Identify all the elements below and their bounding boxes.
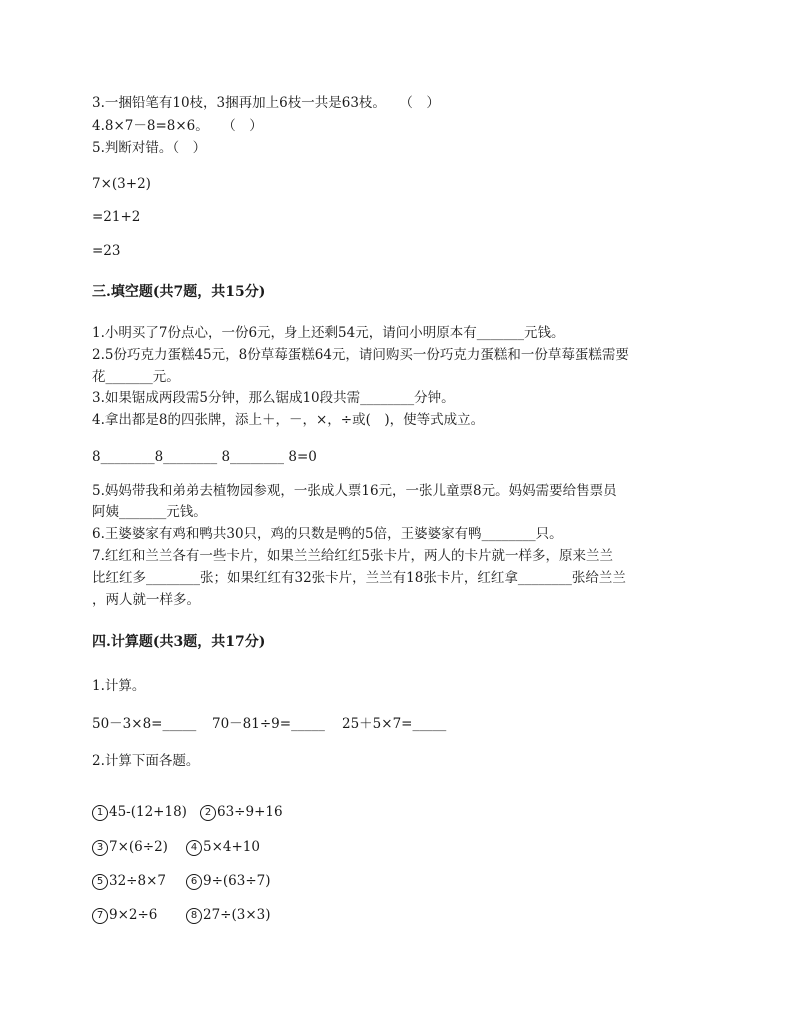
judge-q5: 5.判断对错。（ ） [92, 140, 207, 156]
calc-q2-row-1 [92, 803, 283, 821]
calc-q2-row-2 [92, 838, 260, 856]
circled-number: 7 [92, 908, 108, 924]
fill-q7-line-3: ，两人就一样多。 [92, 592, 200, 608]
calc-expression: 9×2÷6 [109, 907, 158, 923]
calc-q2-row-3 [92, 872, 271, 890]
fill-heading: 三.填空题(共7题，共15分) [92, 284, 266, 300]
fill-q7-line-1: 7.红红和兰兰各有一些卡片，如果兰兰给红红5张卡片，两人的卡片就一样多，原来兰兰 [92, 548, 613, 564]
circled-number: 3 [92, 840, 108, 856]
circled-number: 8 [186, 908, 202, 924]
fill-q5-line-1: 5.妈妈带我和弟弟去植物园参观，一张成人票16元，一张儿童票8元。妈妈需要给售票员 [92, 483, 617, 499]
calc-expression: 63÷9+16 [217, 804, 283, 820]
fill-q2-line-1: 2.5份巧克力蛋糕45元，8份草莓蛋糕64元，请问购买一份巧克力蛋糕和一份草莓蛋糕需要 [92, 347, 629, 363]
judge-q5-line-2: =21+2 [92, 209, 141, 225]
circled-number: 4 [186, 840, 202, 856]
fill-q5-line-2: 阿姨_______元钱。 [92, 504, 207, 520]
calc-item-3 [92, 838, 186, 856]
circled-number: 1 [92, 805, 108, 821]
fill-q2-line-2: 花_______元。 [92, 369, 180, 385]
calc-q1: 1.计算。 [92, 678, 146, 694]
fill-q1: 1.小明买了7份点心，一份6元，身上还剩54元，请问小明原本有_______元钱。 [92, 325, 565, 341]
judge-q5-line-1: 7×(3+2) [92, 176, 151, 192]
circled-number: 6 [186, 874, 202, 890]
fill-q6: 6.王婆婆家有鸡和鸭共30只，鸡的只数是鸭的5倍，王婆婆家有鸭________只。 [92, 526, 563, 542]
circled-number: 5 [92, 874, 108, 890]
calc-expression: 45-(12+18) [109, 804, 187, 820]
calc-expression: 32÷8×7 [109, 873, 166, 889]
calc-q1-item-1: 50－3×8=_____ [92, 716, 197, 732]
calc-item-4 [186, 838, 260, 856]
circled-number: 2 [200, 805, 216, 821]
judge-q3: 3.一捆铅笔有10枝，3捆再加上6枝一共是63枝。 （ ） [92, 95, 440, 111]
calc-item-6 [186, 872, 271, 890]
calc-item-5 [92, 872, 186, 890]
calc-item-7 [92, 906, 186, 924]
calc-item-2 [200, 803, 283, 821]
calc-q1-item-3: 25＋5×7=_____ [342, 716, 447, 732]
calc-q1-row [92, 715, 446, 733]
judge-q5-line-3: =23 [92, 243, 121, 259]
calc-heading: 四.计算题(共3题，共17分) [92, 634, 266, 650]
calc-item-1 [92, 803, 200, 821]
judge-q4: 4.8×7－8=8×6。 （ ） [92, 118, 263, 134]
fill-q3: 3.如果锯成两段需5分钟，那么锯成10段共需________分钟。 [92, 390, 455, 406]
calc-expression: 27÷(3×3) [203, 907, 271, 923]
calc-expression: 9÷(63÷7) [203, 873, 271, 889]
calc-q2-row-4 [92, 906, 271, 924]
fill-q4-equation: 8________8________ 8________ 8=0 [92, 449, 317, 465]
calc-expression: 5×4+10 [203, 839, 260, 855]
fill-q4: 4.拿出都是8的四张牌，添上＋，－，×，÷或( )，使等式成立。 [92, 412, 485, 428]
calc-expression: 7×(6÷2) [109, 839, 168, 855]
calc-q2: 2.计算下面各题。 [92, 753, 200, 769]
fill-q7-line-2: 比红红多________张；如果红红有32张卡片，兰兰有18张卡片，红红拿________张给兰兰 [92, 570, 626, 586]
calc-q1-item-2: 70－81÷9=_____ [212, 716, 325, 732]
calc-item-8 [186, 906, 271, 924]
